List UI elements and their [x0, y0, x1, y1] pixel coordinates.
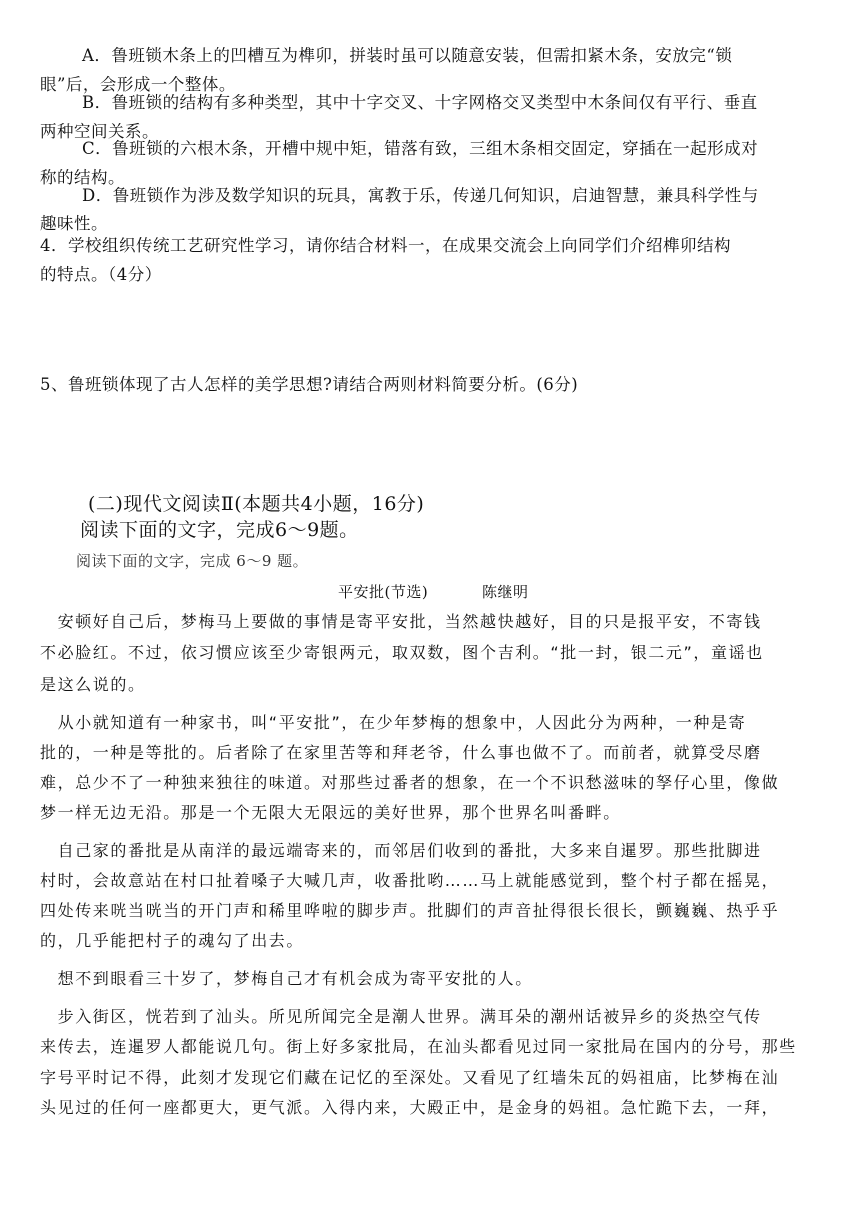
option-b-line1: B．鲁班锁的结构有多种类型，其中十字交叉、十字网格交叉类型中木条间仅有平行、垂直: [82, 93, 758, 112]
section-instruction: 阅读下面的文字，完成6～9题。: [80, 519, 359, 541]
story-line: 自己家的番批是从南洋的最远端寄来的，而邻居们收到的番批，大多来自暹罗。那些批脚进: [40, 841, 762, 860]
story-line: 批的，一种是等批的。后者除了在家里苦等和拜老爷，什么事也做不了。而前者，就算受尽磨: [40, 743, 762, 762]
story-line: 四处传来咣当咣当的开门声和稀里哗啦的脚步声。批脚们的声音扯得很长很长，颤巍巍、热乎乎: [40, 901, 780, 920]
story-line: 不必脸红。不过，依习惯应该至少寄银两元，取双数，图个吉利。“批一封，银二元”，童谣也: [40, 643, 764, 662]
story-line: 头见过的任何一座都更大，更气派。入得内来，大殿正中，是金身的妈祖。急忙跪下去，一拜，: [40, 1098, 780, 1117]
question-5: 5、鲁班锁体现了古人怎样的美学思想?请结合两则材料简要分析。(6分): [40, 375, 579, 394]
story-line: 字号平时记不得，此刻才发现它们藏在记忆的至深处。又看见了红墙朱瓦的妈祖庙，比梦梅在汕: [40, 1068, 780, 1087]
story-line: 从小就知道有一种家书，叫“平安批”，在少年梦梅的想象中，人因此分为两种，一种是寄: [40, 713, 747, 732]
question-4-line2: 的特点。（4分）: [40, 265, 162, 284]
story-line: 安顿好自己后，梦梅马上要做的事情是寄平安批，当然越快越好，目的只是报平安，不寄钱: [40, 612, 762, 631]
option-b-line2: 两种空间关系。: [40, 122, 159, 141]
story-line: 想不到眼看三十岁了，梦梅自己才有机会成为寄平安批的人。: [40, 969, 533, 988]
option-d-line1: D．鲁班锁作为涉及数学知识的玩具，寓教于乐，传递几何知识，启迪智慧，兼具科学性与: [82, 186, 759, 205]
question-4-line1: 4．学校组织传统工艺研究性学习，请你结合材料一，在成果交流会上向同学们介绍榫卯结构: [40, 236, 731, 255]
story-line: 来传去，连暹罗人都能说几句。街上好多家批局，在汕头都看见过同一家批局在国内的分号，那些: [40, 1037, 797, 1056]
option-d-line2: 趣味性。: [40, 214, 108, 233]
section-instruction-small: 阅读下面的文字，完成 6～9 题。: [76, 552, 309, 570]
story-line: 梦一样无边无沿。那是一个无限大无限远的美好世界，那个世界名叫番畔。: [40, 803, 621, 822]
story-title: 平安批(节选): [338, 583, 429, 601]
story-line: 难，总少不了一种独来独往的味道。对那些过番者的想象，在一个不识愁滋味的孥仔心里，像做: [40, 773, 780, 792]
story-line: 的，几乎能把村子的魂勾了出去。: [40, 931, 305, 950]
option-a-line2: 眼”后，会形成一个整体。: [40, 75, 236, 94]
story-line: 村时，会故意站在村口扯着嗓子大喊几声，收番批哟……马上就能感觉到，整个村子都在摇晃，: [40, 871, 780, 890]
story-author: 陈继明: [482, 583, 529, 601]
story-line: 是这么说的。: [40, 675, 146, 694]
section-title: (二)现代文阅读Ⅱ(本题共4小题，16分): [88, 493, 425, 515]
option-c-line1: C．鲁班锁的六根木条，开槽中规中矩，错落有致，三组木条相交固定，穿插在一起形成对: [82, 139, 759, 158]
option-a-line1: A．鲁班锁木条上的凹槽互为榫卯，拼装时虽可以随意安装，但需扣紧木条，安放完“锁: [82, 46, 733, 65]
option-c-line2: 称的结构。: [40, 168, 125, 187]
story-line: 步入街区，恍若到了汕头。所见所闻完全是潮人世界。满耳朵的潮州话被异乡的炎热空气传: [40, 1007, 762, 1026]
